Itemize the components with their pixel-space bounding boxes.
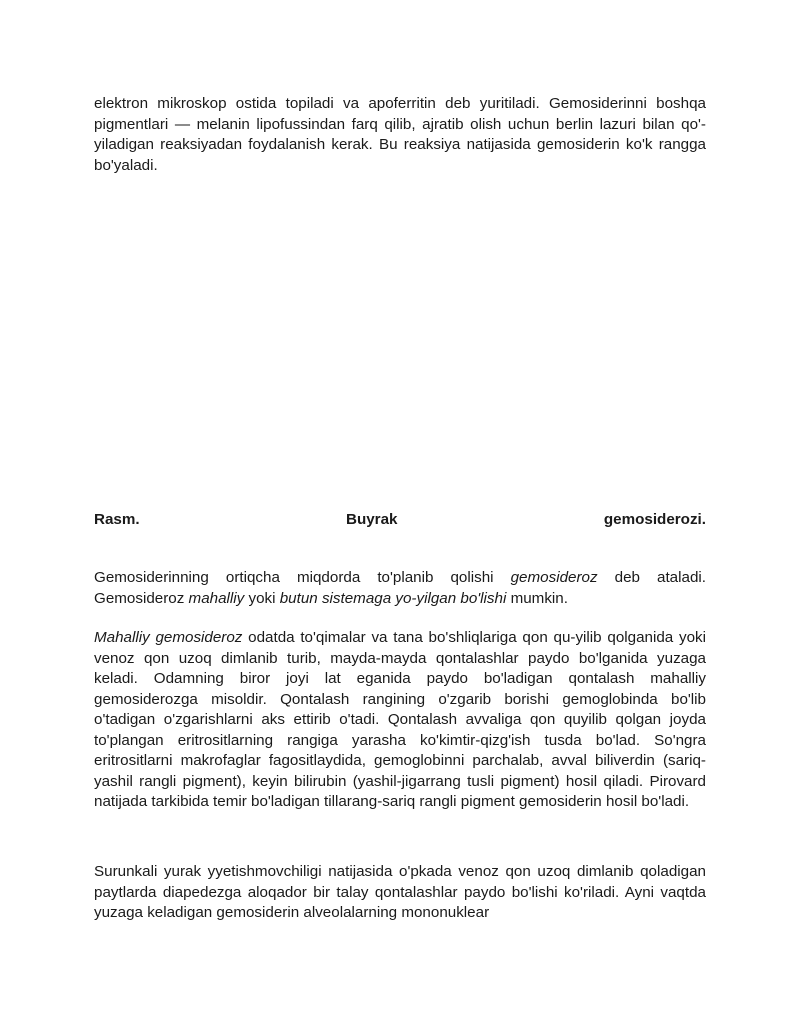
p2-text-a: Gemosiderinning ortiqcha miqdorda to'planib qolishi [94,569,511,586]
caption-word-rasm: Rasm. [94,511,140,528]
paragraph-local-gemosideroz [94,628,706,813]
paragraph-intro-text: elektron mikroskop ostida topiladi va apoferritin deb yuritiladi. Gemosiderinni boshqa pigmentlari — melanin lipofussindan farq qilib, ajratib olish uchun berlin lazuri bilan qo'-yiladigan reaksiyadan foydalanish kerak. Bu reaksiya natijasida gemosiderin ko'k rangga bo'yaladi. [94,95,706,174]
figure-placeholder [94,190,706,490]
p3-term-local: Mahalliy gemosideroz [94,629,243,646]
paragraph-heart-failure-text: Surunkali yurak yyetishmovchiligi natijasida o'pkada venoz qon uzoq dimlanib qoladigan paytlarda diapedezga aloqador bir talay qontalashlar paydo bo'lishi ko'riladi. Ayni vaqtda yuzaga keladigan gemosiderin alveolalarning mononuklear [94,863,706,921]
p2-text-e: yoki [244,589,280,607]
p2-text-g: mumkin. [506,589,568,607]
caption-word-gemosiderozi: gemosiderozi. [603,511,706,528]
caption-word-buyrak: Buyrak [345,511,398,528]
p3-text-body: odatda to'qimalar va tana bo'shliqlariga qon qu-yilib qolganida yoki venoz qon uzoq dimlanib turib, mayda-mayda qontalashlar paydo bo'lganida yuzaga keladi. Odamning biror joyi lat eganida paydo bo'ladigan qontalash mahalliy gemosiderozga misoldir. Qontalash rangining o'zgarib borishi gemoglobinda bo'lib o'tadigan o'zgarishlarni aks ettirib o'tadi. Qontalash avvaliga qon quyilib qolgan joyda to'plangan eritrositlarning rangiga yarasha ko'kimtir-qizg'ish tusda bo'lad. So'ngra eritrositlarni makrofaglar fagositlaydida, gemoglobinni parchalab, avval biliverdin (sariq-yashil rangli pigment), keyin bilirubin (yashil-jigarrang tusli pigment) hosil qiladi. Pirovard natijada tarkibida temir bo'ladigan tillarang-sariq rangli pigment gemosiderin hosil bo'ladi. [94,629,706,810]
paragraph-heart-failure [94,862,706,924]
document-page [94,0,706,1035]
paragraph-intro [94,94,706,176]
figure-caption [94,510,706,531]
p2-term-systemic: butun sistemaga yo-yilgan bo'lishi [279,589,507,607]
paragraph-gemosideroz-definition [94,568,706,609]
p2-term-gemosideroz: gemosideroz [510,569,598,586]
p2-text-c: deb ataladi. Gemosideroz [94,569,706,607]
p2-term-mahalliy: mahalliy [188,589,245,607]
